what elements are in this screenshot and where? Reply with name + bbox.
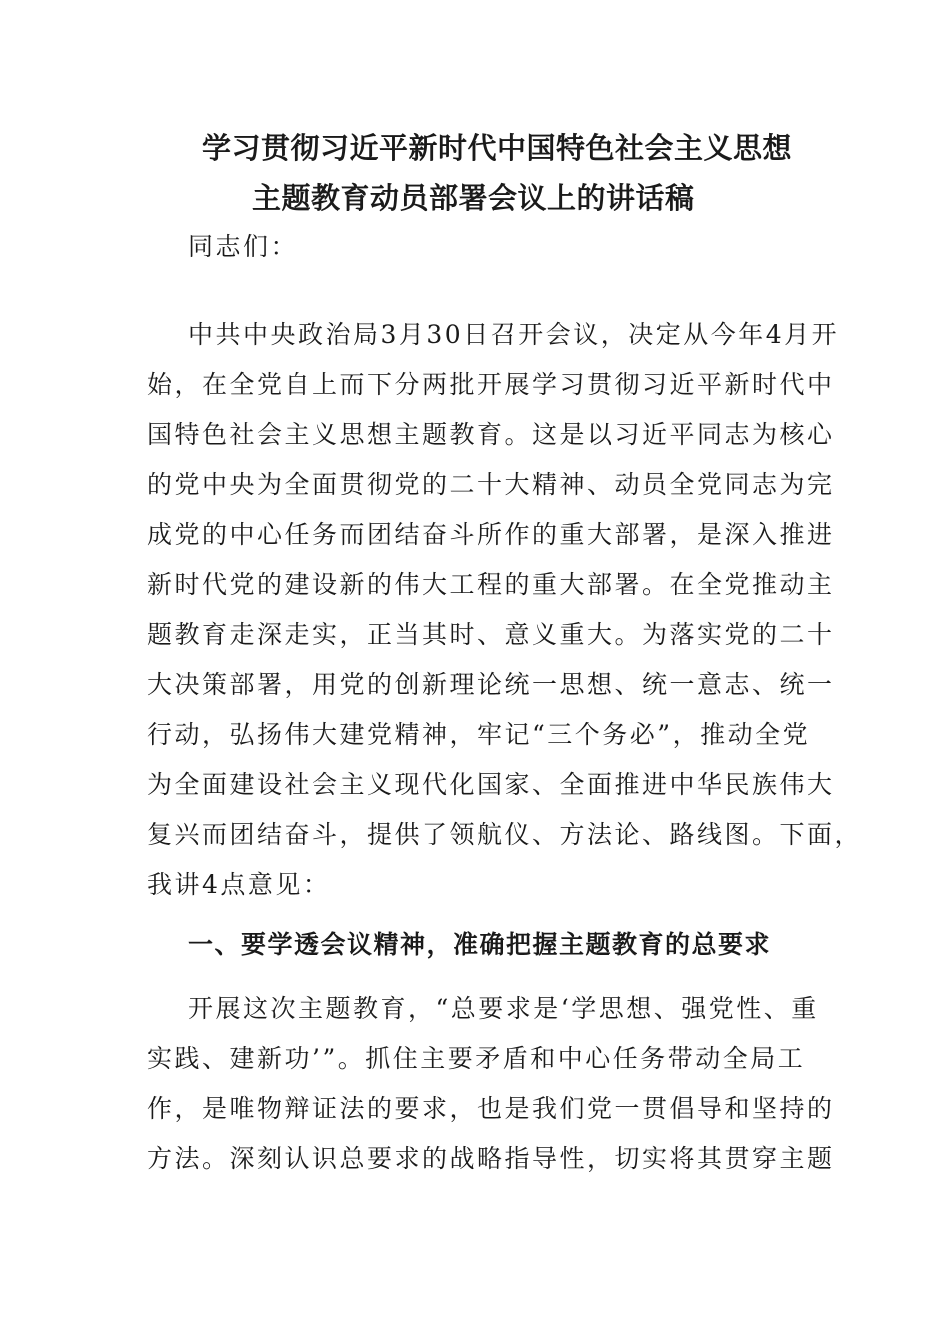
document-title-line-1: 学习贯彻习近平新时代中国特色社会主义思想	[202, 131, 793, 165]
paragraph-line: 始，在全党自上而下分两批开展学习贯彻习近平新时代中	[147, 370, 835, 399]
paragraph-line: 新时代党的建设新的伟大工程的重大部署。在全党推动主	[147, 570, 835, 599]
paragraph-line: 为全面建设社会主义现代化国家、全面推进中华民族伟大	[147, 770, 835, 799]
paragraph-line: 实践、建新功’”。抓住主要矛盾和中心任务带动全局工	[147, 1044, 806, 1073]
paragraph-line: 成党的中心任务而团结奋斗所作的重大部署，是深入推进	[147, 520, 835, 549]
paragraph-line: 题教育走深走实，正当其时、意义重大。为落实党的二十	[147, 620, 835, 649]
paragraph-line: 开展这次主题教育，“总要求是‘学思想、强党性、重	[188, 994, 819, 1023]
paragraph-line: 我讲4点意见：	[147, 870, 331, 899]
paragraph-line: 行动，弘扬伟大建党精神，牢记“三个务必”，推动全党	[147, 720, 811, 749]
paragraph-line: 的党中央为全面贯彻党的二十大精神、动员全党同志为完	[147, 470, 835, 499]
paragraph-line: 国特色社会主义思想主题教育。这是以习近平同志为核心	[147, 420, 835, 449]
paragraph-line: 大决策部署，用党的创新理论统一思想、统一意志、统一	[147, 670, 835, 699]
document-title-line-2: 主题教育动员部署会议上的讲话稿	[252, 181, 695, 215]
paragraph-line: 中共中央政治局3月30日召开会议，决定从今年4月开	[188, 320, 840, 349]
section-1-heading: 一、要学透会议精神，准确把握主题教育的总要求	[188, 930, 772, 959]
paragraph-line: 复兴而团结奋斗，提供了领航仪、方法论、路线图。下面，	[147, 820, 863, 849]
salutation: 同志们：	[188, 232, 299, 261]
paragraph-line: 方法。深刻认识总要求的战略指导性，切实将其贯穿主题	[147, 1144, 835, 1173]
paragraph-line: 作，是唯物辩证法的要求，也是我们党一贯倡导和坚持的	[147, 1094, 835, 1123]
